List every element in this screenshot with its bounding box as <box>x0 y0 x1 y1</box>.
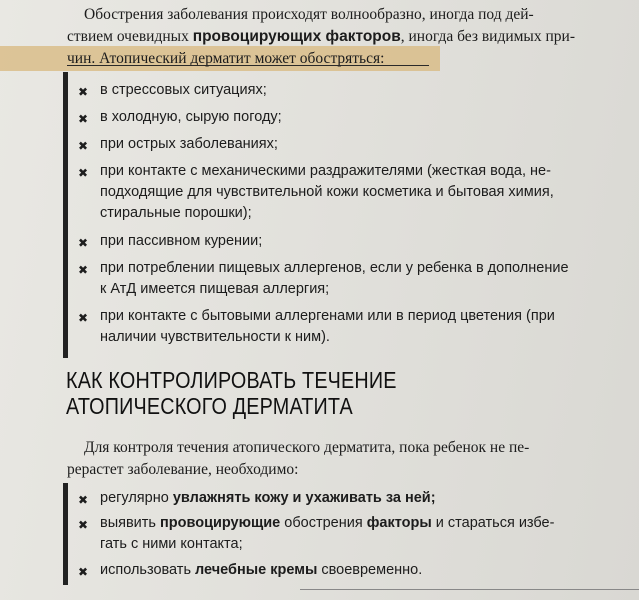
bullet-icon: ✖ <box>78 112 89 126</box>
section-heading-line-1: КАК КОНТРОЛИРОВАТЬ ТЕЧЕНИЕ <box>66 367 397 393</box>
list-item-continued: стиральные порошки); <box>100 205 252 221</box>
list-item <box>100 513 554 534</box>
list-item: в стрессовых ситуациях; <box>100 82 267 98</box>
item-text: и стараться избе- <box>431 515 555 531</box>
section-heading-line-2: АТОПИЧЕСКОГО ДЕРМАТИТА <box>66 393 353 419</box>
bullet-icon: ✖ <box>78 493 89 507</box>
page-bottom-rule <box>300 589 639 590</box>
list-item: при острых заболеваниях; <box>100 136 278 152</box>
bullet-icon: ✖ <box>78 518 89 532</box>
list-item-continued: наличии чувствительности к ним). <box>100 329 330 345</box>
bullet-icon: ✖ <box>78 565 89 579</box>
control-line-1: Для контроля течения атопического дерматита, пока ребенок не пе- <box>84 439 530 456</box>
list-item: при потреблении пищевых аллергенов, если у ребенка в дополнение <box>100 260 569 276</box>
list-item: при пассивном курении; <box>100 233 263 249</box>
item-text: регулярно <box>100 490 173 506</box>
list-item: при контакте с механическими раздражителями (жесткая вода, не- <box>100 163 551 179</box>
intro-line-3: чин. Атопический дерматит может обостряться: <box>67 50 385 67</box>
control-line-2: рерастет заболевание, необходимо: <box>67 461 299 478</box>
bullet-icon: ✖ <box>78 263 89 277</box>
pencil-underline <box>67 65 429 66</box>
intro-line-2 <box>67 26 575 48</box>
bullet-icon: ✖ <box>78 166 89 180</box>
bullet-icon: ✖ <box>78 311 89 325</box>
intro-text: , иногда без видимых при- <box>400 28 575 45</box>
list-side-bar <box>63 72 68 358</box>
list-item-continued: гать с ними контакта; <box>100 536 243 552</box>
list-item-continued: подходящие для чувствительной кожи косметика и бытовая химия, <box>100 184 554 200</box>
bullet-icon: ✖ <box>78 85 89 99</box>
item-text: своевременно. <box>317 562 423 578</box>
bullet-icon: ✖ <box>78 139 89 153</box>
item-bold-text: факторы <box>366 515 432 531</box>
list-item <box>100 560 422 581</box>
item-text: обострения <box>280 515 367 531</box>
list-item <box>100 488 436 509</box>
item-text: использовать <box>100 562 196 578</box>
list-item: при контакте с бытовыми аллергенами или в период цветения (при <box>100 308 555 324</box>
list-side-bar <box>63 483 68 585</box>
list-item-continued: к АтД имеется пищевая аллергия; <box>100 281 330 297</box>
intro-line-1: Обострения заболевания происходят волнообразно, иногда под дей- <box>84 6 534 23</box>
intro-text: ствием очевидных <box>67 28 193 45</box>
item-bold-text: провоцирующие <box>160 515 281 531</box>
item-bold-text: лечебные кремы <box>195 562 318 578</box>
item-text: выявить <box>100 515 161 531</box>
list-item: в холодную, сырую погоду; <box>100 109 282 125</box>
item-bold-text: увлажнять кожу и ухаживать за ней; <box>172 490 436 506</box>
intro-bold-text: провоцирующих факторов <box>192 28 401 45</box>
bullet-icon: ✖ <box>78 236 89 250</box>
